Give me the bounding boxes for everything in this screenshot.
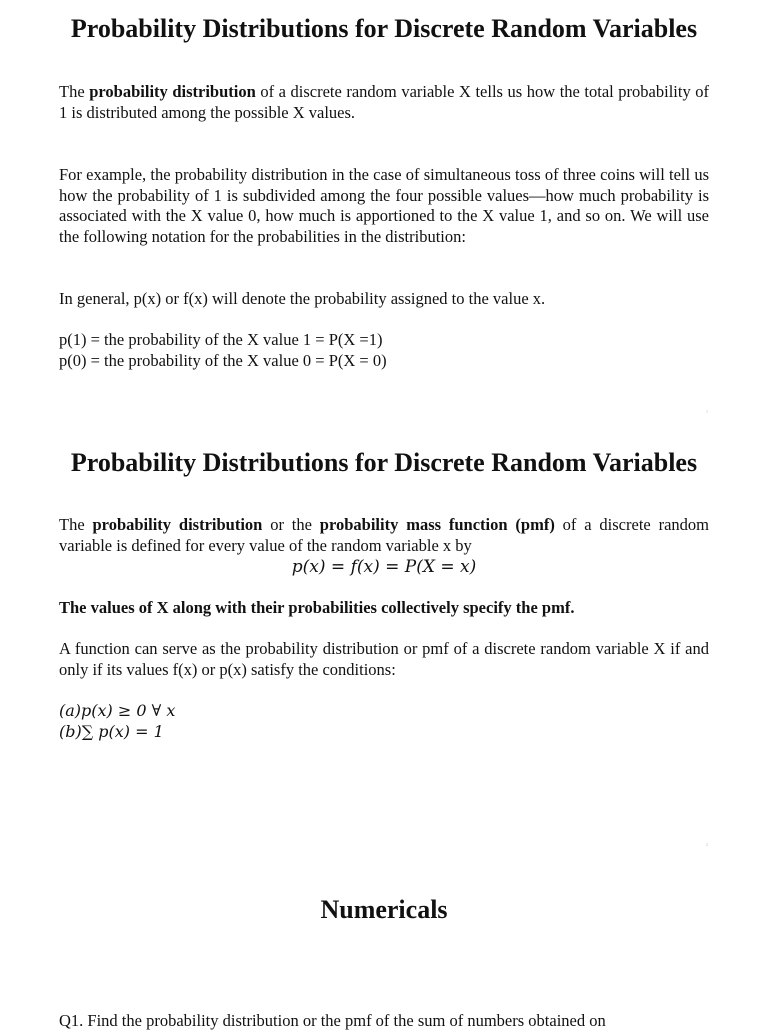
- slide2-paragraph-conditions: A function can serve as the probability distribution or pmf of a discrete random variable X if and only if its values f(x) or p(x) satisfy the conditions:: [59, 639, 709, 679]
- slide1-notation-line-2: p(0) = the probability of the X value 0 = P(X = 0): [59, 351, 387, 370]
- bold-term: probability distribution: [89, 82, 256, 101]
- slide2-paragraph-definition: [59, 515, 709, 556]
- slide1-title: Probability Distributions for Discrete Random Variables: [70, 14, 698, 43]
- text-span: The: [59, 515, 93, 534]
- text-span: or the: [262, 515, 320, 534]
- slide1-paragraph-notation: In general, p(x) or f(x) will denote the probability assigned to the value x.: [59, 289, 546, 308]
- slide2-page-number: 2: [706, 842, 708, 847]
- slide1-paragraph-example: For example, the probability distribution in the case of simultaneous toss of three coins will tell us how the probability of 1 is subdivided among the four possible values—how much probability is associated with the X value 0, how much is apportioned to the X value 1, and so on. We will use the following notation for the probabilities in the distribution:: [59, 165, 709, 246]
- slide2-pmf-formula: p(x) = f(x) = P(X = x): [291, 557, 477, 577]
- text-span: of a discrete random variable X tells us how the total probability of 1 is distributed among the possible X values.: [59, 82, 710, 122]
- slide2-bold-statement: The values of X along with their probabilities collectively specify the pmf.: [59, 598, 575, 617]
- slide1-paragraph-definition: [59, 82, 709, 123]
- text-span: of a discrete random variable is defined for every value of the random variable x by: [59, 515, 709, 555]
- bold-term: probability distribution: [92, 515, 263, 534]
- text-span: The: [59, 82, 90, 101]
- slide1-page-number: 1: [706, 409, 708, 414]
- slide2-condition-a: (a)p(x) ≥ 0 ∀ x: [59, 701, 176, 720]
- slide1-notation-line-1: p(1) = the probability of the X value 1 = P(X =1): [59, 330, 383, 349]
- slide3-question-1: Q1. Find the probability distribution or the pmf of the sum of numbers obtained on: [59, 1011, 606, 1030]
- slide3-title: Numericals: [320, 895, 448, 924]
- slide2-title: Probability Distributions for Discrete Random Variables: [70, 448, 698, 477]
- slide2-condition-b: (b)∑ p(x) = 1: [59, 722, 164, 741]
- bold-term: probability mass function (pmf): [319, 515, 555, 534]
